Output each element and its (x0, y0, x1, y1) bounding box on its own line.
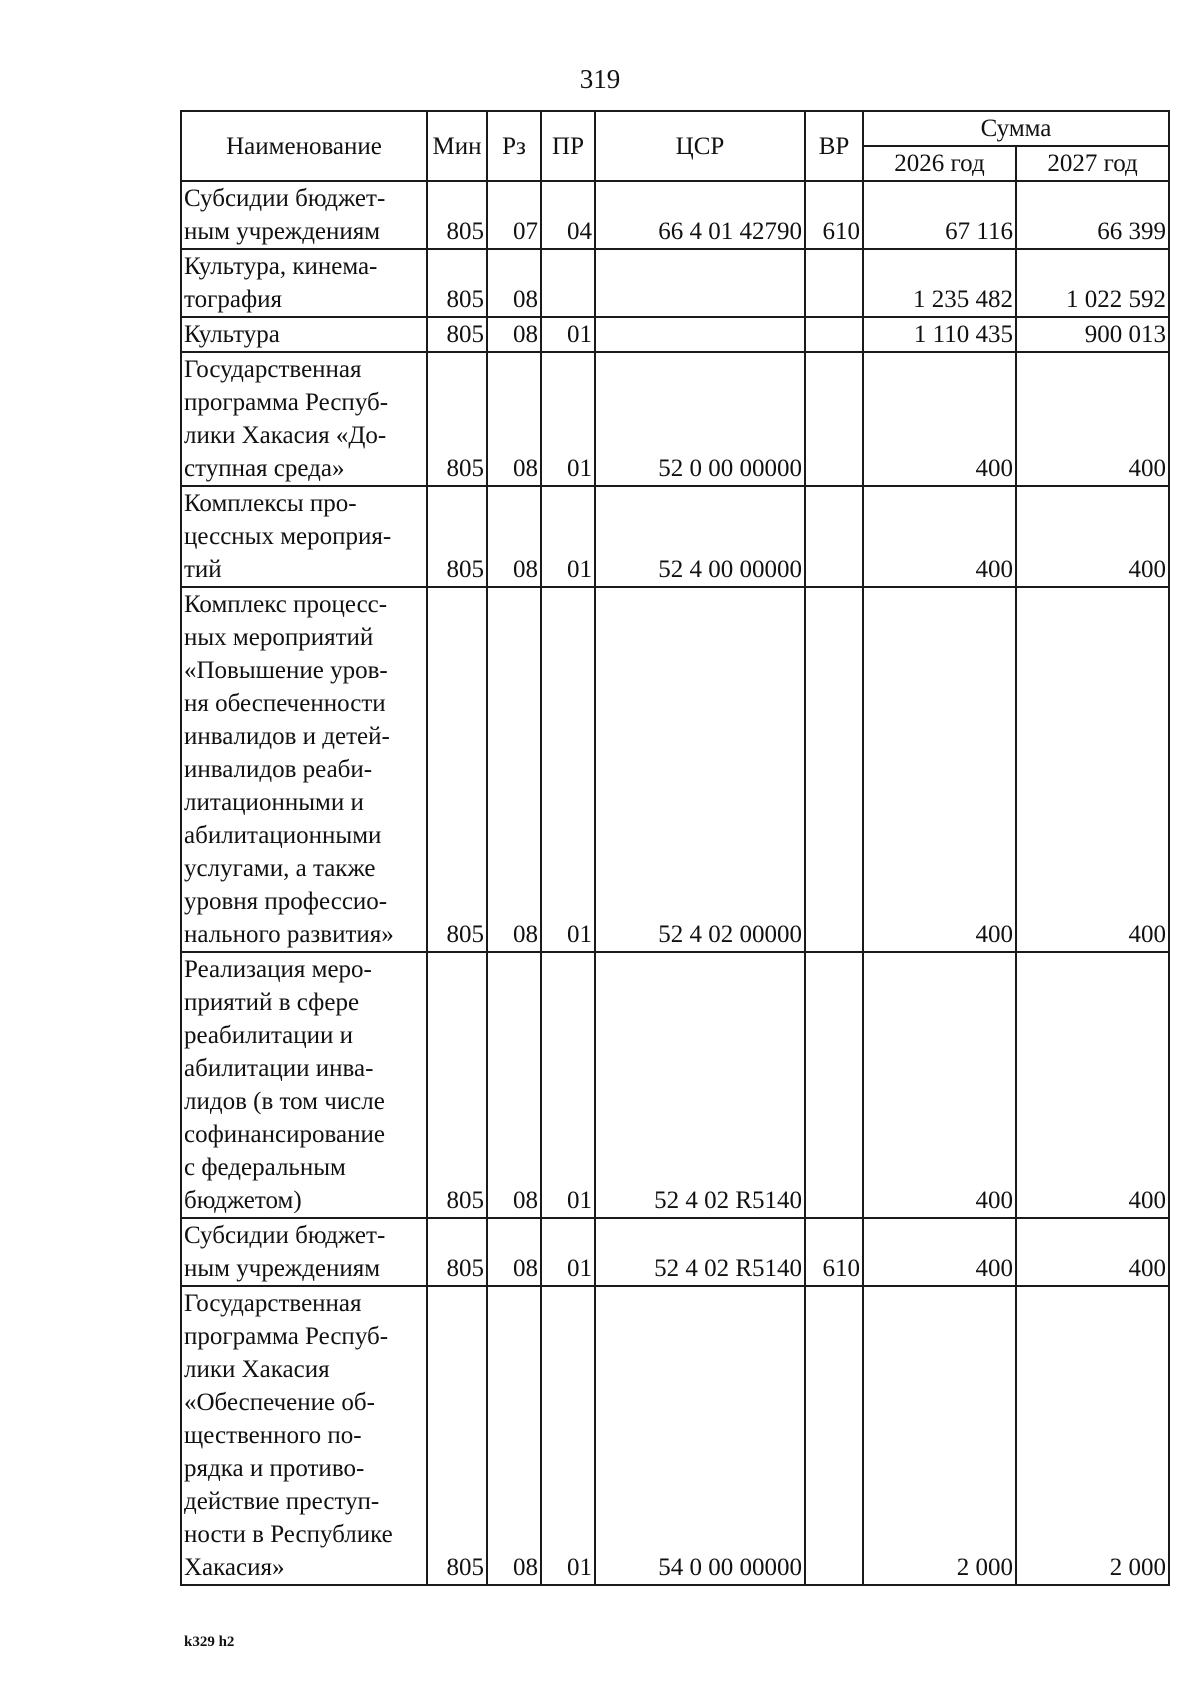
row-name: Реализация меро- приятий в сфере реабилитации и абилитации инва- лидов (в том числе софинансирование с федеральным бюджетом) (181, 952, 427, 1218)
row-rz: 08 (487, 1286, 541, 1585)
row-amount-2027: 400 (1016, 352, 1169, 486)
row-amount-2026: 400 (863, 952, 1016, 1218)
row-amount-2026: 2 000 (863, 1286, 1016, 1585)
row-csr: 52 4 02 R5140 (595, 1218, 805, 1286)
row-amount-2026: 400 (863, 352, 1016, 486)
header-name: Наименование (181, 111, 427, 181)
row-name: Комплексы про- цессных мероприя- тий (181, 486, 427, 587)
header-sum: Сумма (863, 111, 1169, 146)
row-csr: 52 4 02 R5140 (595, 952, 805, 1218)
table-row (181, 317, 1169, 352)
row-pr: 01 (541, 1218, 595, 1286)
row-amount-2026: 1 235 482 (863, 249, 1016, 317)
row-min: 805 (427, 249, 487, 317)
row-min: 805 (427, 181, 487, 249)
row-pr: 01 (541, 317, 595, 352)
row-min: 805 (427, 587, 487, 952)
table-row (181, 952, 1169, 1218)
row-amount-2026: 400 (863, 1218, 1016, 1286)
row-rz: 08 (487, 1218, 541, 1286)
row-vr (805, 352, 863, 486)
table-row (181, 587, 1169, 952)
table-row (181, 486, 1169, 587)
row-pr: 04 (541, 181, 595, 249)
row-name: Субсидии бюджет- ным учреждениям (181, 181, 427, 249)
row-csr: 52 4 00 00000 (595, 486, 805, 587)
row-vr (805, 317, 863, 352)
table-row (181, 1218, 1169, 1286)
row-rz: 08 (487, 352, 541, 486)
row-name: Комплекс процесс- ных мероприятий «Повышение уров- ня обеспеченности инвалидов и детей- инвалидов реаби- литационными и абилитационными услугами, а также уровня профессио- нального развития» (181, 587, 427, 952)
row-amount-2027: 2 000 (1016, 1286, 1169, 1585)
row-amount-2027: 400 (1016, 1218, 1169, 1286)
row-pr: 01 (541, 952, 595, 1218)
row-rz: 08 (487, 952, 541, 1218)
row-csr: 54 0 00 00000 (595, 1286, 805, 1585)
row-amount-2026: 400 (863, 587, 1016, 952)
row-pr (541, 249, 595, 317)
row-vr (805, 1286, 863, 1585)
row-min: 805 (427, 952, 487, 1218)
row-pr: 01 (541, 587, 595, 952)
row-vr (805, 486, 863, 587)
row-amount-2027: 400 (1016, 486, 1169, 587)
row-name: Культура, кинема- тография (181, 249, 427, 317)
row-min: 805 (427, 1218, 487, 1286)
row-rz: 07 (487, 181, 541, 249)
row-amount-2026: 400 (863, 486, 1016, 587)
row-csr (595, 249, 805, 317)
table-row (181, 352, 1169, 486)
row-pr: 01 (541, 1286, 595, 1585)
row-name: Субсидии бюджет- ным учреждениям (181, 1218, 427, 1286)
row-rz: 08 (487, 587, 541, 952)
row-csr (595, 317, 805, 352)
footer-code: k329 h2 (184, 1634, 235, 1650)
row-amount-2027: 400 (1016, 587, 1169, 952)
row-name: Культура (181, 317, 427, 352)
page-number: 319 (579, 64, 621, 94)
header-year-2027: 2027 год (1016, 146, 1169, 181)
row-name: Государственная программа Респуб- лики Хакасия «Обеспечение об- щественного по- рядка и противо- действие преступ- ности в Республике Хакасия» (181, 1286, 427, 1585)
row-pr: 01 (541, 352, 595, 486)
row-rz: 08 (487, 317, 541, 352)
row-min: 805 (427, 486, 487, 587)
header-year-2026: 2026 год (863, 146, 1016, 181)
row-csr: 66 4 01 42790 (595, 181, 805, 249)
row-amount-2026: 1 110 435 (863, 317, 1016, 352)
row-amount-2026: 67 116 (863, 181, 1016, 249)
row-amount-2027: 400 (1016, 952, 1169, 1218)
row-vr (805, 952, 863, 1218)
row-csr: 52 0 00 00000 (595, 352, 805, 486)
header-csr: ЦСР (595, 111, 805, 181)
row-vr (805, 587, 863, 952)
row-min: 805 (427, 317, 487, 352)
table-row (181, 1286, 1169, 1585)
row-amount-2027: 900 013 (1016, 317, 1169, 352)
row-min: 805 (427, 1286, 487, 1585)
row-pr: 01 (541, 486, 595, 587)
row-vr: 610 (805, 1218, 863, 1286)
row-rz: 08 (487, 249, 541, 317)
header-min: Мин (427, 111, 487, 181)
row-vr: 610 (805, 181, 863, 249)
header-pr: ПР (541, 111, 595, 181)
budget-table (180, 110, 1170, 1586)
table-row (181, 181, 1169, 249)
row-amount-2027: 1 022 592 (1016, 249, 1169, 317)
row-vr (805, 249, 863, 317)
row-csr: 52 4 02 00000 (595, 587, 805, 952)
header-rz: Рз (487, 111, 541, 181)
table-row (181, 249, 1169, 317)
row-amount-2027: 66 399 (1016, 181, 1169, 249)
row-rz: 08 (487, 486, 541, 587)
row-name: Государственная программа Респуб- лики Хакасия «До- ступная среда» (181, 352, 427, 486)
row-min: 805 (427, 352, 487, 486)
header-vr: ВР (805, 111, 863, 181)
table-body (181, 181, 1169, 1585)
